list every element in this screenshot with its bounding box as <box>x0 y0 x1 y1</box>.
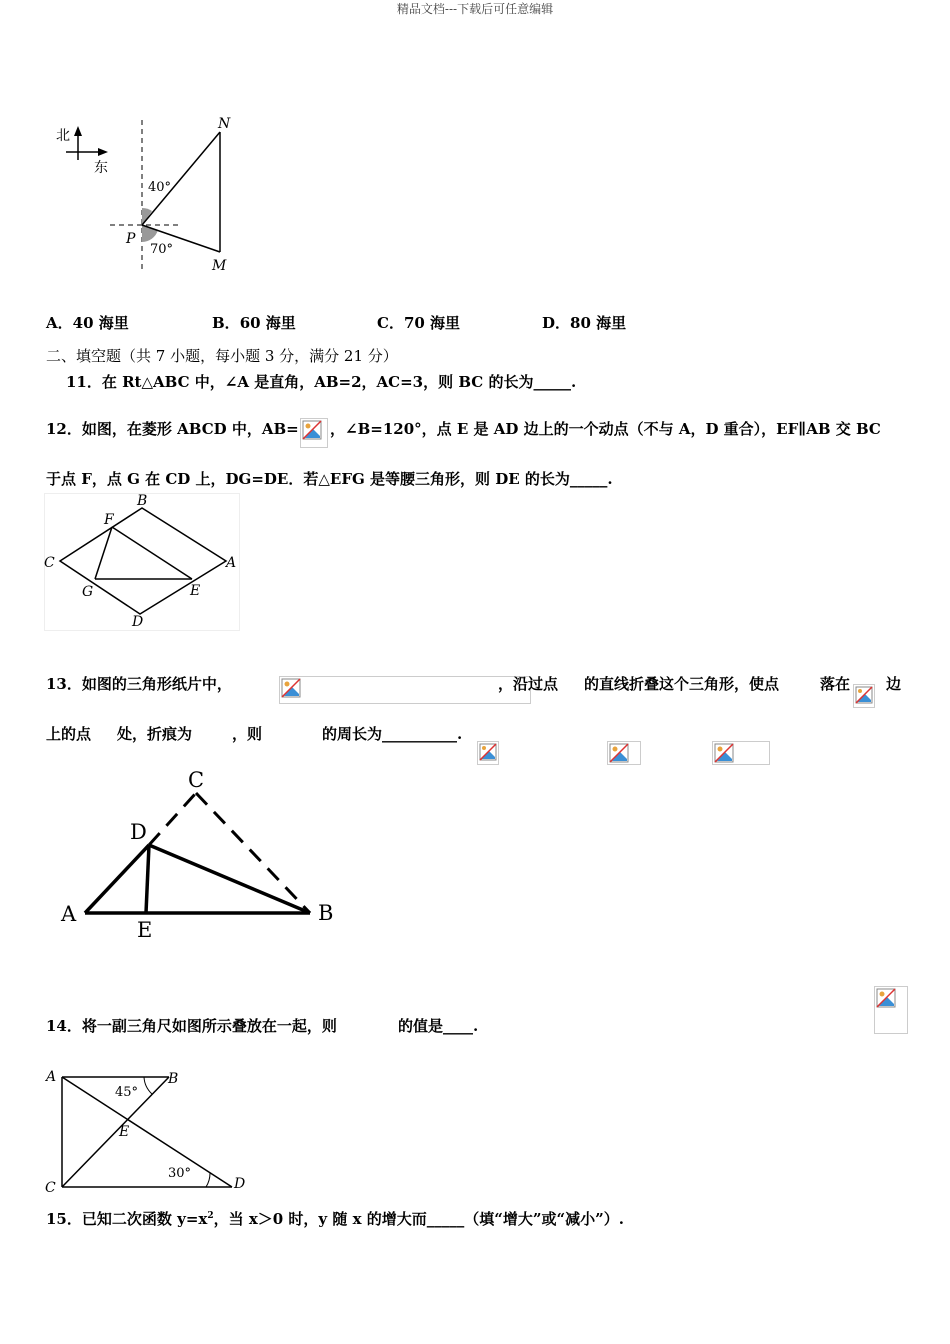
question-11: 11．在 Rt△ABC 中，∠A 是直角，AB=2，AC=3，则 BC 的长为_____. <box>66 373 577 391</box>
question-13-f: 上的点 <box>46 725 92 743</box>
question-13-d: 落在 <box>820 675 851 693</box>
question-14-a: 14．将一副三角尺如图所示叠放在一起，则 <box>46 1017 337 1035</box>
question-15: 15．已知二次函数 $y=x^2$，当 x＞0 时，y 随 x 的增大而_____（填“增大”或“减小”）. <box>46 1210 624 1228</box>
image-placeholder-icon <box>712 741 770 765</box>
option-c: C．70 海里 <box>377 314 461 332</box>
question-12-line1: 12．如图，在菱形 ABCD 中，AB= <box>46 420 299 438</box>
angle-45: 45° <box>115 1085 139 1100</box>
point-D: D <box>234 1176 246 1192</box>
point-E: E <box>137 918 153 942</box>
angle-40: 40° <box>148 180 172 195</box>
page-header: 精品文档---下载后可任意编辑 <box>396 2 554 16</box>
triangle-rulers-figure <box>44 1064 254 1196</box>
image-placeholder-icon <box>607 741 641 765</box>
question-13-c: 的直线折叠这个三角形，使点 <box>584 675 780 693</box>
point-F: F <box>104 512 114 528</box>
point-N: N <box>218 116 231 132</box>
north-label: 北 <box>56 128 70 144</box>
image-placeholder-icon <box>853 684 875 708</box>
question-13-g: 处，折痕为 <box>117 725 193 743</box>
point-A: A <box>46 1069 57 1085</box>
point-C: C <box>44 555 55 571</box>
compass-figure <box>48 110 258 280</box>
point-B: B <box>137 493 148 509</box>
rhombus-figure <box>44 493 240 631</box>
angle-70: 70° <box>150 242 174 257</box>
east-label: 东 <box>94 160 108 176</box>
question-13-i: 的周长为__________. <box>322 725 463 743</box>
section-title: 二、填空题（共 7 小题，每小题 3 分，满分 21 分） <box>46 347 398 365</box>
image-placeholder-icon <box>300 418 328 448</box>
point-M: M <box>212 258 227 274</box>
point-A: A <box>226 555 237 571</box>
option-d: D．80 海里 <box>542 314 627 332</box>
question-13-a: 13．如图的三角形纸片中， <box>46 675 232 693</box>
point-B: B <box>318 901 334 925</box>
angle-30: 30° <box>168 1166 192 1181</box>
point-P: P <box>126 231 136 247</box>
option-b: B．60 海里 <box>212 314 296 332</box>
option-a: A．40 海里 <box>46 314 129 332</box>
point-D: D <box>132 614 144 630</box>
point-C: C <box>188 768 205 792</box>
image-placeholder-icon <box>874 986 908 1034</box>
question-12-line1b: ，∠B=120°，点 E 是 AD 边上的一个动点（不与 A，D 重合），EF∥AB 交 BC <box>330 420 881 438</box>
point-A: A <box>61 902 77 926</box>
question-12-line2: 于点 F，点 G 在 CD 上，DG=DE．若△EFG 是等腰三角形，则 DE 的长为_____. <box>46 470 613 488</box>
question-14-b: 的值是____. <box>398 1017 479 1035</box>
image-placeholder-icon <box>279 676 531 704</box>
point-B: B <box>168 1071 179 1087</box>
point-C: C <box>45 1180 56 1196</box>
point-E: E <box>190 583 201 599</box>
point-E: E <box>119 1124 130 1140</box>
question-13-b: ，沿过点 <box>498 675 559 693</box>
question-13-h: ，则 <box>232 725 263 743</box>
question-13-e: 边 <box>886 675 902 693</box>
point-D: D <box>130 820 147 844</box>
fold-triangle-figure <box>55 765 355 945</box>
image-placeholder-icon <box>477 741 499 765</box>
point-G: G <box>82 584 94 600</box>
